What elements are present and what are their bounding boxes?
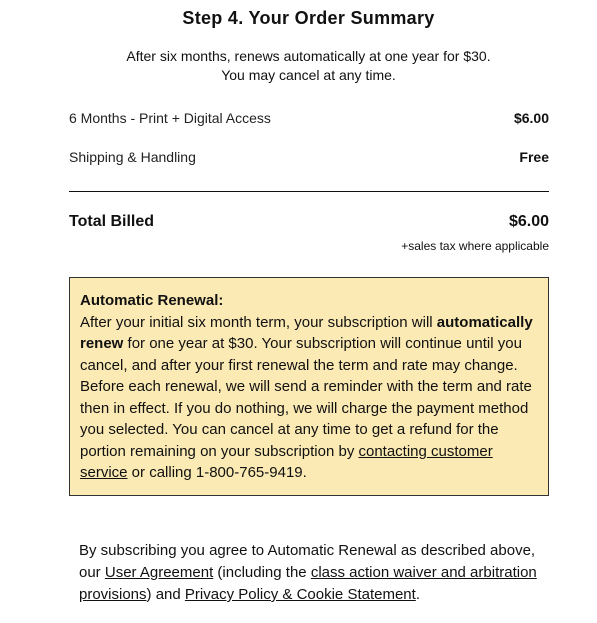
summary-divider [69,191,549,192]
agreement-text-2: (including the [213,564,311,581]
order-item-subscription [69,110,549,126]
agreement-text-4: . [415,586,420,603]
order-item-shipping [69,149,549,165]
renewal-text-2: for one year at $30. Your subscription will continue until you cancel, and after your first renewal the term and rate may change. Before each renewal, we will send a reminder with the term and rate then in effect. If you do nothing, we will charge the payment method you selected. You can cancel at any time to get a refund for the portion remaining on your subscription by [80,335,532,460]
order-item-price: Free [519,149,549,165]
order-item-label: Shipping & Handling [69,149,196,165]
contact-customer-service-link[interactable]: contacting customer service [80,442,493,481]
total-label: Total Billed [69,213,155,230]
tax-note: +sales tax where applicable [401,239,549,253]
order-item-label: 6 Months - Print + Digital Access [69,110,271,126]
subtitle-line-1: After six months, renews automatically at one year for $30. [126,48,491,64]
renewal-title: Automatic Renewal: [80,292,224,309]
subtitle-line-2: You may cancel at any time. [221,67,396,83]
agreement-text-3: ) and [146,586,185,603]
total-value: $6.00 [508,213,549,230]
automatic-renewal-notice [69,277,549,496]
class-action-waiver-link[interactable]: class action waiver and arbitration provisions [79,564,537,603]
order-item-price: $6.00 [513,110,549,126]
total-billed-row [69,213,549,231]
subscription-agreement-text [79,540,549,606]
agreement-text-1: By subscribing you agree to Automatic Renewal as described above, our [79,542,536,581]
page-title: Step 4. Your Order Summary [182,8,435,28]
renewal-text-3: or calling 1-800-765-9419. [127,464,307,481]
renewal-bold-text: automatically renew [80,313,533,352]
privacy-policy-link[interactable]: Privacy Policy & Cookie Statement [184,586,416,603]
renewal-text-1: After your initial six month term, your subscription will [80,313,437,331]
user-agreement-link[interactable]: User Agreement [104,564,214,581]
renewal-subtitle [0,47,597,85]
